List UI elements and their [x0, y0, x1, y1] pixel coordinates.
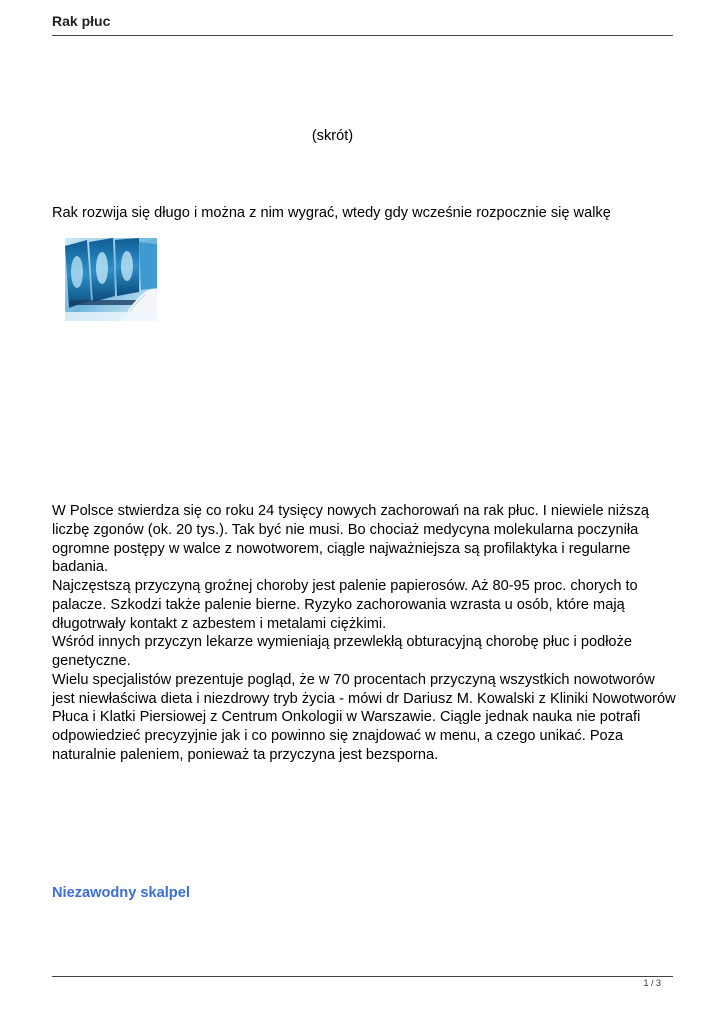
body-paragraph: W Polsce stwierdza się co roku 24 tysięcy nowych zachorowań na rak płuc. I niewiele niższą liczbę zgonów (ok. 20 tys.). Tak być nie musi. Bo chociaż medycyna molekularna poczyniła ogromne postępy w walce z nowotworem, ciągle najważniejsza są profilaktyka i regularne badania.	[52, 503, 649, 576]
abstract-label: (skrót)	[311, 128, 354, 144]
page-number: 1 / 3	[643, 978, 661, 988]
header-divider	[52, 35, 673, 36]
xray-film-photo-icon	[65, 238, 157, 321]
footer-divider	[52, 976, 673, 977]
article-body	[52, 502, 676, 765]
page-header-title: Rak płuc	[52, 13, 111, 29]
section-heading: Niezawodny skalpel	[52, 885, 190, 901]
body-paragraph: Najczęstszą przyczyną groźnej choroby jest palenie papierosów. Aż 80-95 proc. chorych to palacze. Szkodzi także palenie bierne. Ryzyko zachorowania wzrasta u osób, które mają długotrwały kontakt z azbestem i metalami ciężkimi.	[52, 578, 638, 632]
body-paragraph: Wielu specjalistów prezentuje pogląd, że w 70 procentach przyczyną wszystkich nowotworów jest niewłaściwa dieta i niezdrowy tryb życia - mówi dr Dariusz M. Kowalski z Kliniki Nowotworów Płuca i Klatki Piersiowej z Centrum Onkologii w Warszawie. Ciągle jednak nauka nie potrafi odpowiedzieć precyzyjnie jak i co powinno się znajdować w menu, a czego unikać. Poza naturalnie paleniem, ponieważ ta przyczyna jest bezsporna.	[52, 671, 676, 763]
body-paragraph: Wśród innych przyczyn lekarze wymieniają przewlekłą obturacyjną chorobę płuc i podłoże genetyczne.	[52, 634, 632, 669]
lead-paragraph: Rak rozwija się długo i można z nim wygrać, wtedy gdy wcześnie rozpocznie się walkę	[52, 205, 611, 221]
